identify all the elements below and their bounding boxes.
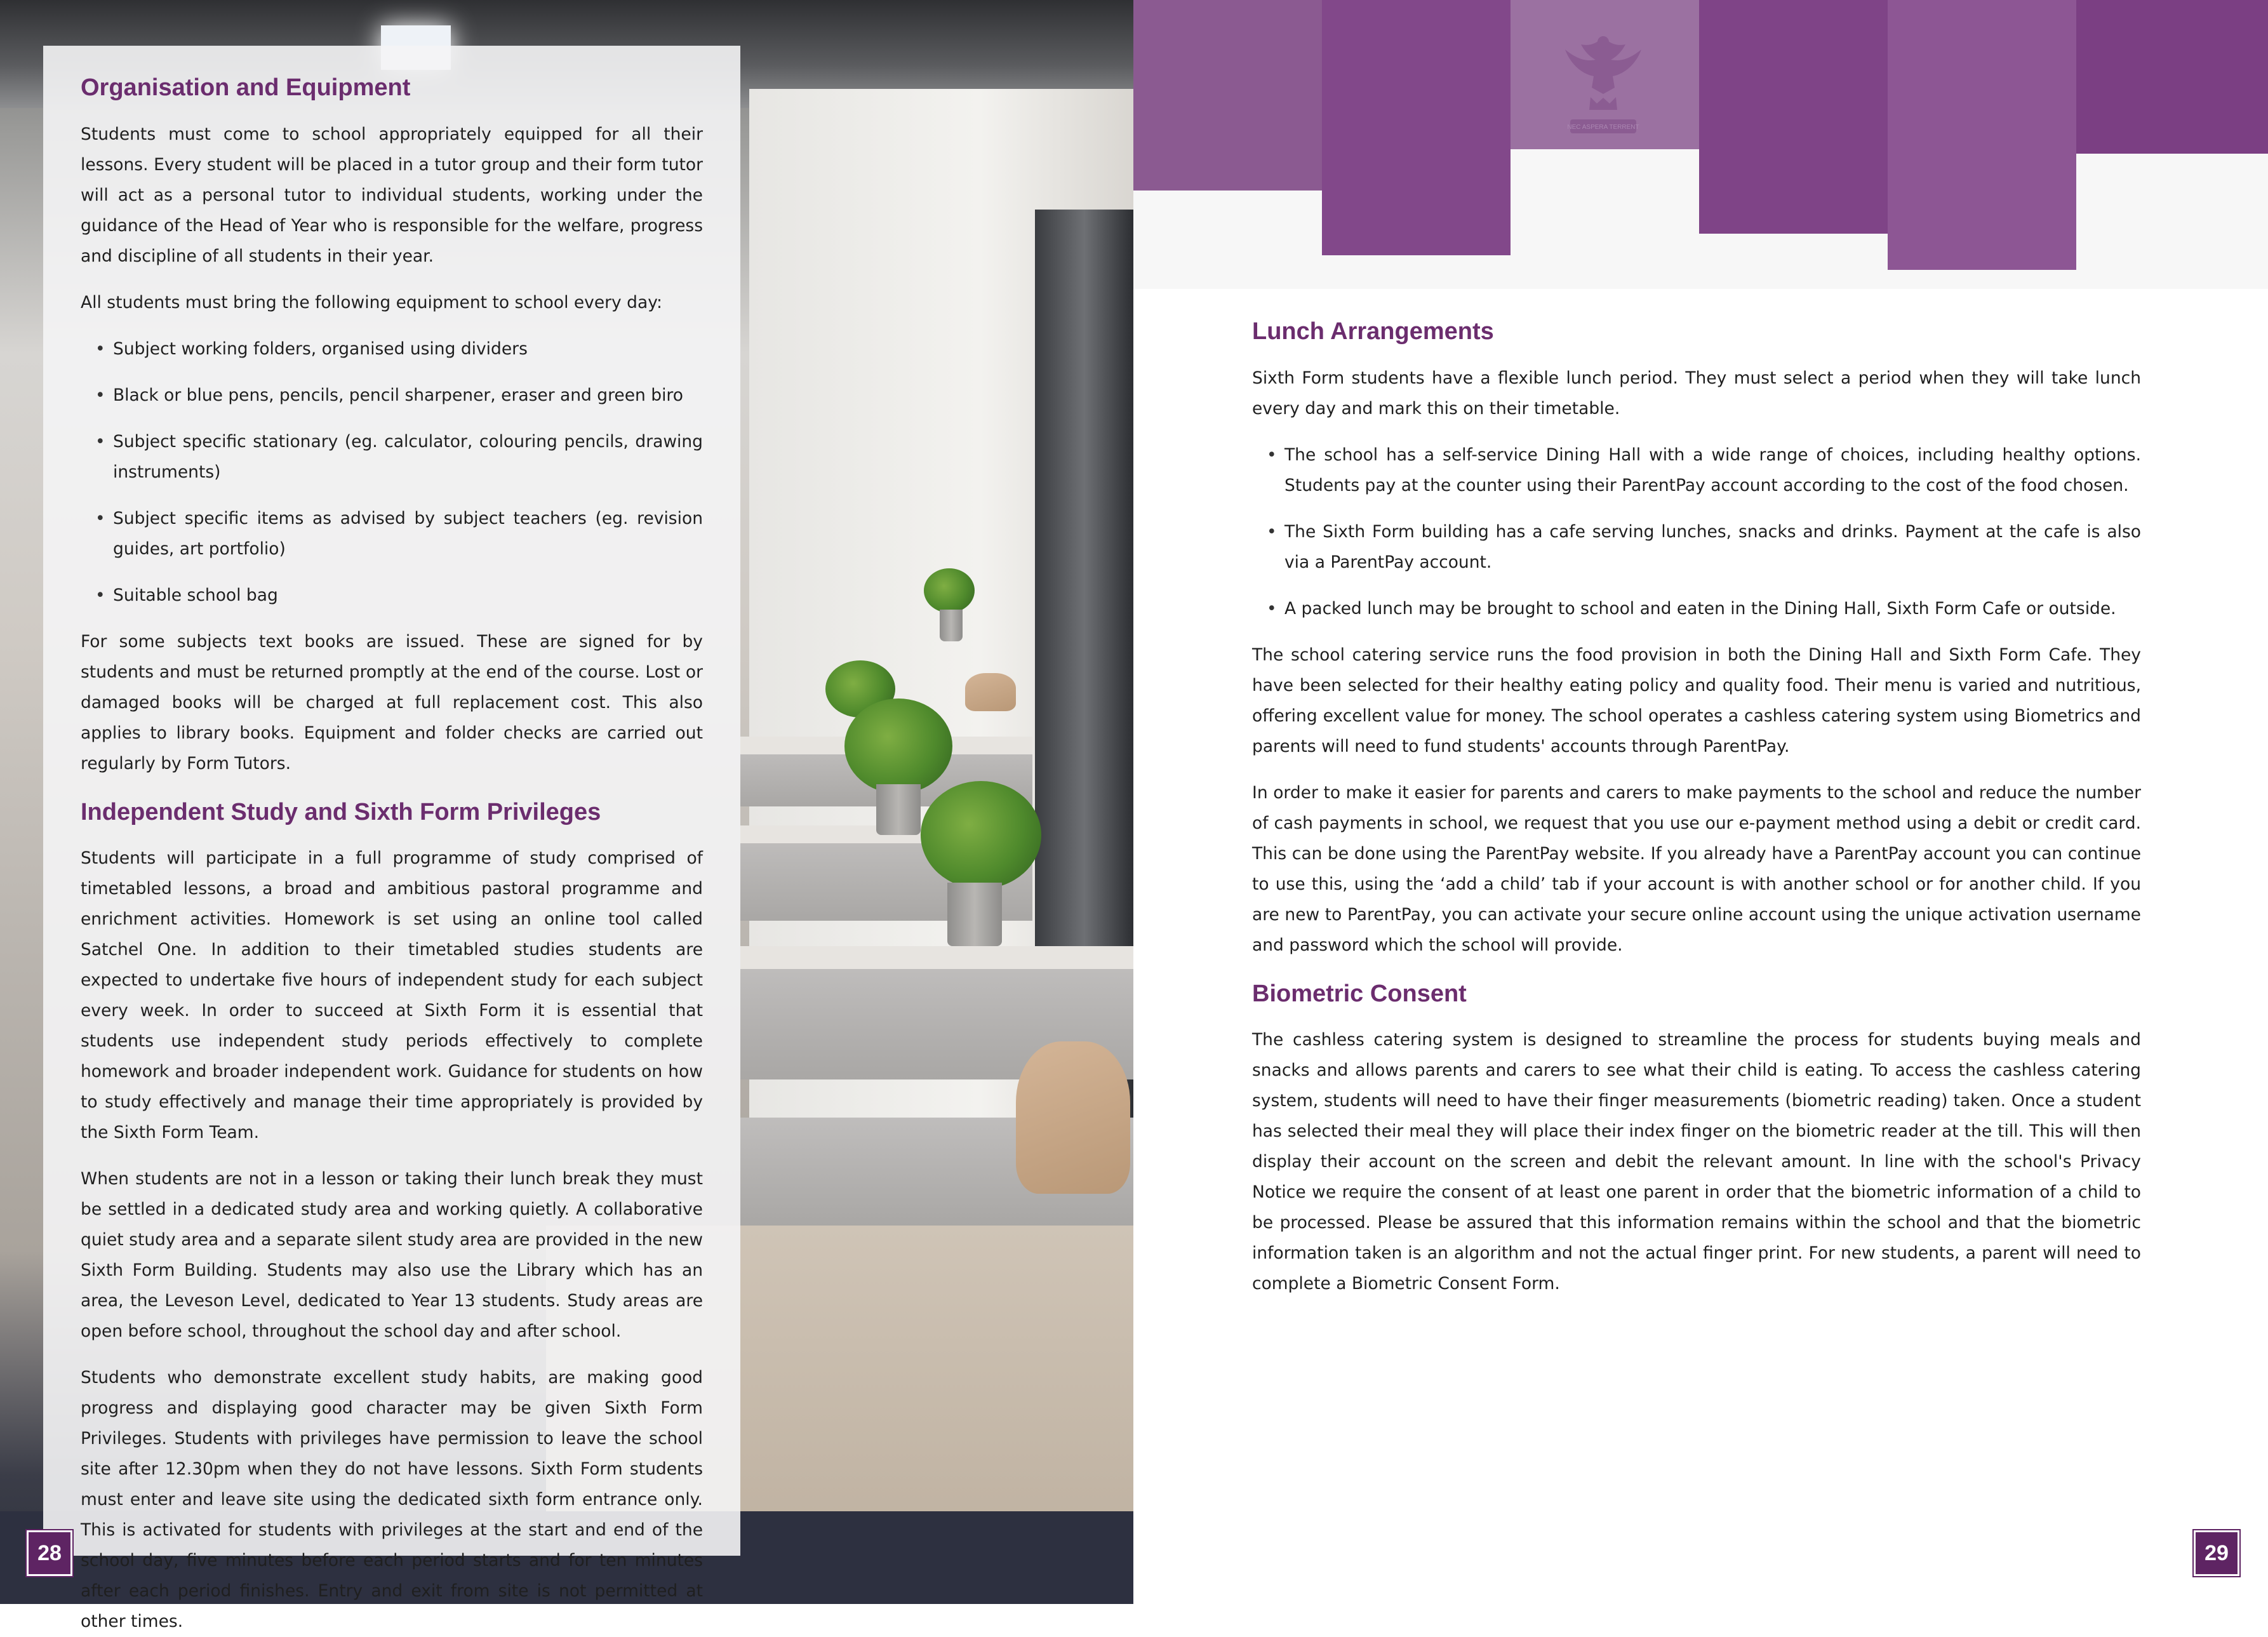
chair [1016,1041,1130,1194]
list-item: • The Sixth Form building has a cafe serving lunches, snacks and drinks. Payment at the cafe is also via a ParentPay account. [1252,517,2141,578]
right-page [1133,0,2268,1604]
paragraph: All students must bring the following equipment to school every day: [81,292,662,312]
header-band [2076,0,2268,154]
paragraph: For some subjects text books are issued. These are signed for by students and must be returned promptly at the end of the course. Lost or damaged books will be charged at full replacement cost. This also applies to library books. Equipment and folder checks are carried out regularly by Form Tutors. [81,631,703,773]
paragraph: In order to make it easier for parents and carers to make payments to the school and reduce the number of cash payments in school, we request that you use our e-payment method using a debit or credit card. This can be done using the ParentPay website. If you already have a ParentPay account you can continue to use this, using the ‘add a child’ tab if your account is with another school or for another child. If you are new to ParentPay, you can activate your secure online account using the unique activation username and password which the school will provide. [1252,782,2141,955]
plant-icon [924,568,975,613]
right-content [1252,317,2141,1315]
list-item: • Subject working folders, organised using dividers [81,334,703,364]
plant-pot [876,784,921,835]
list-item: • Black or blue pens, pencils, pencil sharpener, eraser and green biro [81,380,703,411]
lunch-options-list [1252,440,2141,624]
plant-icon [844,698,952,794]
school-crest-icon [1546,18,1660,145]
paragraph: The school catering service runs the food provision in both the Dining Hall and Sixth Form Cafe. They have been selected for their healthy eating policy and quality food. Their menu is varied and nutritious, offering excellent value for money. The school operates a cashless catering system using Biometrics and parents will need to fund students' accounts through ParentPay. [1252,645,2141,756]
header-band [1699,0,1888,234]
list-item: • Subject specific stationary (eg. calculator, colouring pencils, drawing instruments) [81,427,703,488]
list-item: • Subject specific items as advised by subject teachers (eg. revision guides, art portfolio) [81,504,703,565]
section-heading: Biometric Consent [1252,980,1467,1007]
crest-motto: NEC ASPERA TERRENT [1567,124,1639,131]
list-item: • Suitable school bag [81,580,703,611]
header-band [1888,0,2076,270]
paragraph: Students will participate in a full programme of study comprised of timetabled lessons, a broad and ambitious pastoral programme and enrichment activities. Homework is set using an online tool called Satchel One. In addition to their timetabled studies students are expected to undertake five hours of independent study for each subject every week. In order to succeed at Sixth Form it is essential that students use independent study periods effectively to complete homework and broader independent work. Guidance for students on how to study effectively and manage their time appropriately is provided by the Sixth Form Team. [81,848,703,1143]
paragraph: Students must come to school appropriately equipped for all their lessons. Every student will be placed in a tutor group and their form tutor will act as a personal tutor to individual students, working under the guidance of the Head of Year who is responsible for the welfare, progress and discipline of all students in their year. [81,124,703,266]
section-heading: Independent Study and Sixth Form Privileges [81,798,601,825]
list-item: • A packed lunch may be brought to school and eaten in the Dining Hall, Sixth Form Cafe or outside. [1252,594,2141,624]
chair [965,673,1016,711]
plant-pot [940,610,963,641]
paragraph: Sixth Form students have a flexible lunch period. They must select a period when they will take lunch every day and mark this on their timetable. [1252,368,2141,418]
list-item: • The school has a self-service Dining Hall with a wide range of choices, including healthy options. Students pay at the counter using their ParentPay account according to the cost of the food chosen. [1252,440,2141,501]
plant-pot [947,883,1002,946]
desk-top [740,946,1134,969]
plant-icon [921,781,1041,889]
paragraph: When students are not in a lesson or taking their lunch break they must be settled in a dedicated study area and working quietly. A collaborative quiet study area and a separate silent study area are provided in the new Sixth Form Building. Students may also use the Library which has an area, the Leveson Level, dedicated to Year 13 students. Study areas are open before school, throughout the school day and after school. [81,1169,703,1342]
header-band [1133,0,1322,190]
page-number: 29 [2194,1530,2239,1576]
section-heading: Lunch Arrangements [1252,318,1494,345]
section-heading: Organisation and Equipment [81,74,411,101]
paragraph: Students who demonstrate excellent study habits, are making good progress and displaying good character may be given Sixth Form Privileges. Students with privileges have permission to leave the school site after 12.30pm when they do not have lessons. Sixth Form students must enter and leave site using the dedicated sixth form entrance only. This is activated for students with privileges at the start and end of the school day, five minutes before each period starts and for ten minutes after each period finishes. Entry and exit from site is not permitted at other times. [81,1368,703,1632]
paragraph: The cashless catering system is designed to streamline the process for students buying meals and snacks and allows parents and carers to see what their child is eating. To access the cashless catering system, students will need to have their finger measurements (biometric reading) taken. Once a student has selected their meal they will place their index finger on the biometric reader at the till. This will then display their account on the screen and debit the relevant amount. In line with the school's Privacy Notice we require the consent of at least one parent in order that the biometric information of a child to be processed. Please be assured that this information remains within the school and that the biometric information taken is an algorithm and not the actual finger print. For new students, a parent will need to complete a Biometric Consent Form. [1252,1030,2141,1294]
left-page [0,0,1133,1632]
page-number: 28 [27,1530,72,1576]
equipment-list [81,334,703,611]
header-band [1322,0,1511,255]
